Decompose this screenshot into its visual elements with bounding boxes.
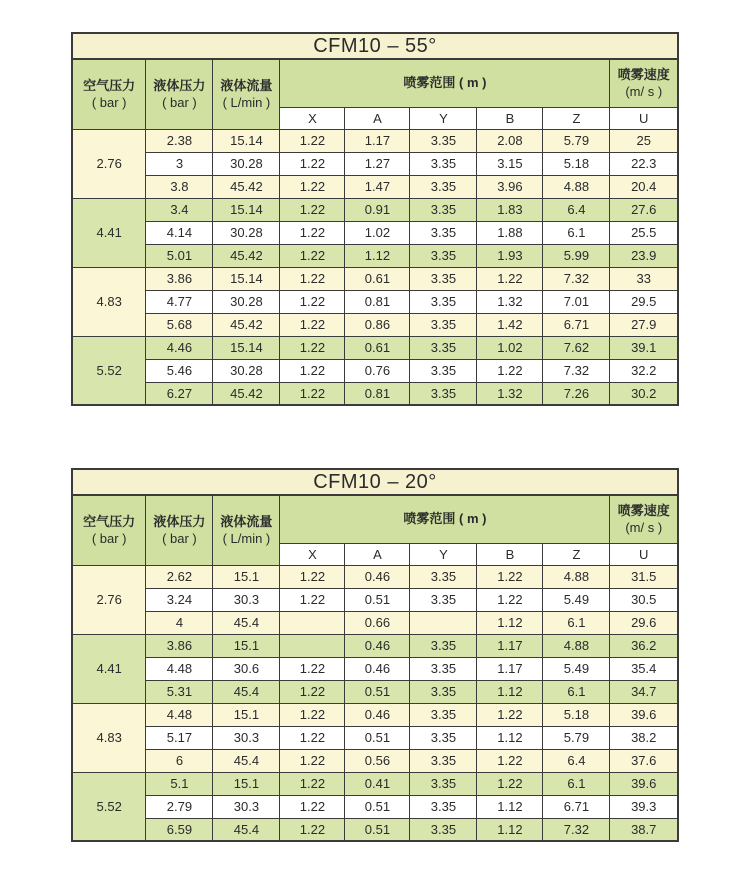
data-cell: 39.1 xyxy=(610,336,678,359)
table-header-row xyxy=(72,495,678,543)
data-cell: 3.35 xyxy=(410,267,477,290)
data-cell: 3.35 xyxy=(410,359,477,382)
data-cell: 1.22 xyxy=(477,267,543,290)
table-header-row xyxy=(72,59,678,107)
data-cell: 3.35 xyxy=(410,198,477,221)
data-cell: 2.62 xyxy=(146,565,213,588)
data-cell: 0.56 xyxy=(345,749,410,772)
data-cell: 1.22 xyxy=(477,565,543,588)
data-cell: 5.99 xyxy=(543,244,610,267)
data-cell: 1.22 xyxy=(280,680,345,703)
header-unit: ( L/min ) xyxy=(222,95,271,111)
data-cell: 5.49 xyxy=(543,657,610,680)
table-row xyxy=(72,290,678,313)
data-cell: 5.79 xyxy=(543,129,610,152)
data-cell: 30.2 xyxy=(610,382,678,405)
data-cell: 3.24 xyxy=(146,588,213,611)
data-cell: 3.15 xyxy=(477,152,543,175)
data-cell: 37.6 xyxy=(610,749,678,772)
data-cell: 45.4 xyxy=(213,818,280,841)
data-cell: 33 xyxy=(610,267,678,290)
data-cell: 39.6 xyxy=(610,703,678,726)
table-body xyxy=(72,129,678,405)
data-cell: 36.2 xyxy=(610,634,678,657)
data-cell: 0.51 xyxy=(345,588,410,611)
data-cell: 30.28 xyxy=(213,221,280,244)
data-cell: 3.35 xyxy=(410,290,477,313)
data-cell: 3.86 xyxy=(146,634,213,657)
data-cell: 3.35 xyxy=(410,749,477,772)
data-cell: 1.17 xyxy=(345,129,410,152)
data-cell: 15.14 xyxy=(213,336,280,359)
sub-column-header-b: B xyxy=(477,543,543,565)
data-cell: 6.71 xyxy=(543,795,610,818)
data-cell: 39.3 xyxy=(610,795,678,818)
data-cell: 1.12 xyxy=(477,818,543,841)
data-cell: 29.6 xyxy=(610,611,678,634)
data-cell: 3.35 xyxy=(410,657,477,680)
data-cell: 23.9 xyxy=(610,244,678,267)
header-label: 空气压力 xyxy=(83,513,136,529)
data-cell: 5.49 xyxy=(543,588,610,611)
data-cell: 3.35 xyxy=(410,703,477,726)
data-cell: 6.27 xyxy=(146,382,213,405)
data-cell: 4 xyxy=(146,611,213,634)
data-cell: 0.76 xyxy=(345,359,410,382)
table-row xyxy=(72,198,678,221)
column-header-liquid-flow xyxy=(213,59,280,129)
data-cell: 45.42 xyxy=(213,175,280,198)
data-cell: 3.35 xyxy=(410,680,477,703)
data-cell: 45.42 xyxy=(213,244,280,267)
data-cell: 1.22 xyxy=(280,818,345,841)
data-cell: 0.81 xyxy=(345,290,410,313)
data-cell: 45.42 xyxy=(213,313,280,336)
table-row xyxy=(72,336,678,359)
data-cell: 1.12 xyxy=(477,726,543,749)
data-cell: 5.79 xyxy=(543,726,610,749)
data-cell: 1.22 xyxy=(477,772,543,795)
data-cell: 6.4 xyxy=(543,749,610,772)
data-cell: 5.1 xyxy=(146,772,213,795)
data-cell: 35.4 xyxy=(610,657,678,680)
data-cell: 5.17 xyxy=(146,726,213,749)
data-cell: 31.5 xyxy=(610,565,678,588)
data-cell: 3.35 xyxy=(410,129,477,152)
sub-column-header-u: U xyxy=(610,107,678,129)
header-label: 喷雾速度 xyxy=(617,502,670,518)
data-cell: 4.88 xyxy=(543,175,610,198)
data-cell: 1.22 xyxy=(280,703,345,726)
table-row xyxy=(72,680,678,703)
data-cell: 39.6 xyxy=(610,772,678,795)
data-cell: 3.35 xyxy=(410,244,477,267)
data-cell: 3.86 xyxy=(146,267,213,290)
header-label: 空气压力 xyxy=(83,77,136,93)
table-row xyxy=(72,175,678,198)
table-row xyxy=(72,313,678,336)
table-row xyxy=(72,657,678,680)
data-cell: 1.22 xyxy=(280,290,345,313)
data-cell: 3.35 xyxy=(410,336,477,359)
header-label: 液体流量 xyxy=(220,513,273,529)
data-cell: 7.32 xyxy=(543,267,610,290)
data-cell: 15.1 xyxy=(213,634,280,657)
sub-column-header-b: B xyxy=(477,107,543,129)
data-cell: 3.35 xyxy=(410,772,477,795)
data-cell: 30.28 xyxy=(213,359,280,382)
data-cell: 5.18 xyxy=(543,152,610,175)
data-cell: 30.6 xyxy=(213,657,280,680)
table-row xyxy=(72,772,678,795)
data-cell: 5.46 xyxy=(146,359,213,382)
air-pressure-cell: 4.41 xyxy=(72,634,146,703)
header-unit: (m/ s ) xyxy=(625,84,663,100)
data-cell: 45.42 xyxy=(213,382,280,405)
table-row xyxy=(72,565,678,588)
data-cell: 1.22 xyxy=(280,198,345,221)
header-label: 液体压力 xyxy=(153,513,206,529)
data-cell: 45.4 xyxy=(213,611,280,634)
data-cell: 30.28 xyxy=(213,290,280,313)
data-cell: 34.7 xyxy=(610,680,678,703)
sub-column-header-y: Y xyxy=(410,543,477,565)
air-pressure-cell: 4.41 xyxy=(72,198,146,267)
data-cell: 4.77 xyxy=(146,290,213,313)
data-cell: 0.46 xyxy=(345,565,410,588)
data-cell: 1.22 xyxy=(477,359,543,382)
data-cell: 5.01 xyxy=(146,244,213,267)
data-cell: 38.2 xyxy=(610,726,678,749)
data-cell: 0.91 xyxy=(345,198,410,221)
air-pressure-cell: 2.76 xyxy=(72,565,146,634)
data-cell: 0.46 xyxy=(345,634,410,657)
data-cell: 1.22 xyxy=(477,588,543,611)
data-cell: 3.35 xyxy=(410,565,477,588)
table-row xyxy=(72,749,678,772)
column-header-spray-range: 喷雾范围 ( m ) xyxy=(280,59,610,107)
air-pressure-cell: 4.83 xyxy=(72,267,146,336)
data-cell: 6.1 xyxy=(543,680,610,703)
air-pressure-cell: 2.76 xyxy=(72,129,146,198)
data-cell: 1.22 xyxy=(280,726,345,749)
data-cell: 15.1 xyxy=(213,565,280,588)
data-cell: 6.4 xyxy=(543,198,610,221)
spec-table-cfm10-55 xyxy=(71,32,679,406)
data-cell: 7.32 xyxy=(543,818,610,841)
table-row xyxy=(72,152,678,175)
data-cell: 3.35 xyxy=(410,726,477,749)
data-cell: 1.93 xyxy=(477,244,543,267)
data-cell: 1.27 xyxy=(345,152,410,175)
data-cell: 1.22 xyxy=(280,565,345,588)
header-unit: ( L/min ) xyxy=(222,531,271,547)
data-cell: 0.51 xyxy=(345,726,410,749)
data-cell: 1.22 xyxy=(477,703,543,726)
column-header-liquid-pressure xyxy=(146,59,213,129)
data-cell: 15.14 xyxy=(213,267,280,290)
table-title-row xyxy=(72,469,678,495)
data-cell: 3.35 xyxy=(410,152,477,175)
column-header-liquid-pressure xyxy=(146,495,213,565)
data-cell: 15.1 xyxy=(213,772,280,795)
data-cell: 45.4 xyxy=(213,680,280,703)
data-cell: 6.59 xyxy=(146,818,213,841)
data-cell: 7.26 xyxy=(543,382,610,405)
data-cell: 2.79 xyxy=(146,795,213,818)
header-label: 液体流量 xyxy=(220,77,273,93)
data-cell: 7.62 xyxy=(543,336,610,359)
data-cell: 3 xyxy=(146,152,213,175)
table-row xyxy=(72,818,678,841)
data-cell: 5.18 xyxy=(543,703,610,726)
data-cell: 22.3 xyxy=(610,152,678,175)
data-cell: 0.46 xyxy=(345,657,410,680)
table-row xyxy=(72,611,678,634)
data-cell: 4.48 xyxy=(146,657,213,680)
data-cell: 1.22 xyxy=(477,749,543,772)
data-cell: 1.22 xyxy=(280,244,345,267)
table-row xyxy=(72,382,678,405)
sub-column-header-z: Z xyxy=(543,107,610,129)
data-cell: 3.8 xyxy=(146,175,213,198)
data-cell: 3.35 xyxy=(410,795,477,818)
data-cell: 1.22 xyxy=(280,175,345,198)
data-cell: 7.01 xyxy=(543,290,610,313)
data-cell: 1.02 xyxy=(477,336,543,359)
header-unit: ( bar ) xyxy=(162,531,197,547)
data-cell: 1.47 xyxy=(345,175,410,198)
data-cell: 0.51 xyxy=(345,680,410,703)
data-cell: 1.32 xyxy=(477,290,543,313)
data-cell: 3.35 xyxy=(410,313,477,336)
data-cell: 15.14 xyxy=(213,198,280,221)
data-cell: 1.22 xyxy=(280,313,345,336)
data-cell: 15.1 xyxy=(213,703,280,726)
data-cell: 1.42 xyxy=(477,313,543,336)
data-cell: 0.51 xyxy=(345,818,410,841)
data-cell: 4.46 xyxy=(146,336,213,359)
data-cell: 2.38 xyxy=(146,129,213,152)
data-cell xyxy=(280,611,345,634)
data-cell: 27.6 xyxy=(610,198,678,221)
data-cell: 5.68 xyxy=(146,313,213,336)
data-cell: 30.28 xyxy=(213,152,280,175)
header-label: 喷雾速度 xyxy=(617,66,670,82)
data-cell: 1.17 xyxy=(477,634,543,657)
data-cell: 6.71 xyxy=(543,313,610,336)
table-row xyxy=(72,359,678,382)
data-cell: 1.22 xyxy=(280,359,345,382)
table-title: CFM10 – 20° xyxy=(72,469,678,495)
header-unit: (m/ s ) xyxy=(625,520,663,536)
table-row xyxy=(72,703,678,726)
data-cell: 1.22 xyxy=(280,336,345,359)
data-cell: 1.22 xyxy=(280,152,345,175)
sub-column-header-x: X xyxy=(280,543,345,565)
data-cell xyxy=(280,634,345,657)
data-cell xyxy=(410,611,477,634)
data-cell: 6 xyxy=(146,749,213,772)
data-cell: 0.61 xyxy=(345,336,410,359)
data-cell: 1.12 xyxy=(477,611,543,634)
column-header-spray-speed xyxy=(610,495,678,543)
data-cell: 0.61 xyxy=(345,267,410,290)
data-cell: 0.81 xyxy=(345,382,410,405)
data-cell: 1.17 xyxy=(477,657,543,680)
air-pressure-cell: 4.83 xyxy=(72,703,146,772)
data-cell: 6.1 xyxy=(543,221,610,244)
table-title-row xyxy=(72,33,678,59)
table-title: CFM10 – 55° xyxy=(72,33,678,59)
data-cell: 4.88 xyxy=(543,565,610,588)
data-cell: 27.9 xyxy=(610,313,678,336)
table-row xyxy=(72,634,678,657)
table-row xyxy=(72,221,678,244)
data-cell: 29.5 xyxy=(610,290,678,313)
data-cell: 3.35 xyxy=(410,588,477,611)
column-header-liquid-flow xyxy=(213,495,280,565)
table-row xyxy=(72,244,678,267)
data-cell: 0.41 xyxy=(345,772,410,795)
column-header-spray-speed xyxy=(610,59,678,107)
table-row xyxy=(72,795,678,818)
data-cell: 20.4 xyxy=(610,175,678,198)
data-cell: 15.14 xyxy=(213,129,280,152)
column-header-air-pressure xyxy=(72,495,146,565)
data-cell: 1.12 xyxy=(477,795,543,818)
header-label: 液体压力 xyxy=(153,77,206,93)
sub-column-header-a: A xyxy=(345,543,410,565)
data-cell: 3.35 xyxy=(410,382,477,405)
data-cell: 0.46 xyxy=(345,703,410,726)
data-cell: 0.66 xyxy=(345,611,410,634)
data-cell: 1.22 xyxy=(280,588,345,611)
data-cell: 4.14 xyxy=(146,221,213,244)
data-cell: 7.32 xyxy=(543,359,610,382)
data-cell: 0.86 xyxy=(345,313,410,336)
header-unit: ( bar ) xyxy=(91,95,127,111)
data-cell: 1.12 xyxy=(477,680,543,703)
data-cell: 0.51 xyxy=(345,795,410,818)
data-cell: 1.12 xyxy=(345,244,410,267)
table-row xyxy=(72,588,678,611)
data-cell: 25 xyxy=(610,129,678,152)
data-cell: 1.22 xyxy=(280,657,345,680)
data-cell: 30.3 xyxy=(213,795,280,818)
data-cell: 5.31 xyxy=(146,680,213,703)
sub-column-header-x: X xyxy=(280,107,345,129)
data-cell: 1.22 xyxy=(280,795,345,818)
data-cell: 1.83 xyxy=(477,198,543,221)
data-cell: 3.96 xyxy=(477,175,543,198)
header-unit: ( bar ) xyxy=(91,531,127,547)
data-cell: 45.4 xyxy=(213,749,280,772)
data-cell: 38.7 xyxy=(610,818,678,841)
data-cell: 1.88 xyxy=(477,221,543,244)
data-cell: 1.22 xyxy=(280,382,345,405)
data-cell: 3.4 xyxy=(146,198,213,221)
column-header-spray-range: 喷雾范围 ( m ) xyxy=(280,495,610,543)
table-row xyxy=(72,726,678,749)
data-cell: 3.35 xyxy=(410,221,477,244)
data-cell: 1.22 xyxy=(280,749,345,772)
data-cell: 30.5 xyxy=(610,588,678,611)
data-cell: 2.08 xyxy=(477,129,543,152)
sub-column-header-a: A xyxy=(345,107,410,129)
spec-table-cfm10-20 xyxy=(71,468,679,842)
data-cell: 3.35 xyxy=(410,818,477,841)
data-cell: 1.22 xyxy=(280,772,345,795)
data-cell: 1.32 xyxy=(477,382,543,405)
sub-column-header-y: Y xyxy=(410,107,477,129)
data-cell: 30.3 xyxy=(213,726,280,749)
data-cell: 3.35 xyxy=(410,175,477,198)
data-cell: 6.1 xyxy=(543,772,610,795)
air-pressure-cell: 5.52 xyxy=(72,336,146,405)
data-cell: 1.22 xyxy=(280,129,345,152)
table-row xyxy=(72,129,678,152)
data-cell: 3.35 xyxy=(410,634,477,657)
table-row xyxy=(72,267,678,290)
data-cell: 32.2 xyxy=(610,359,678,382)
data-cell: 1.22 xyxy=(280,267,345,290)
data-cell: 4.48 xyxy=(146,703,213,726)
data-cell: 30.3 xyxy=(213,588,280,611)
header-unit: ( bar ) xyxy=(162,95,197,111)
data-cell: 1.22 xyxy=(280,221,345,244)
data-cell: 6.1 xyxy=(543,611,610,634)
data-cell: 1.02 xyxy=(345,221,410,244)
column-header-air-pressure xyxy=(72,59,146,129)
sub-column-header-u: U xyxy=(610,543,678,565)
data-cell: 25.5 xyxy=(610,221,678,244)
data-cell: 4.88 xyxy=(543,634,610,657)
air-pressure-cell: 5.52 xyxy=(72,772,146,841)
sub-column-header-z: Z xyxy=(543,543,610,565)
table-body xyxy=(72,565,678,841)
